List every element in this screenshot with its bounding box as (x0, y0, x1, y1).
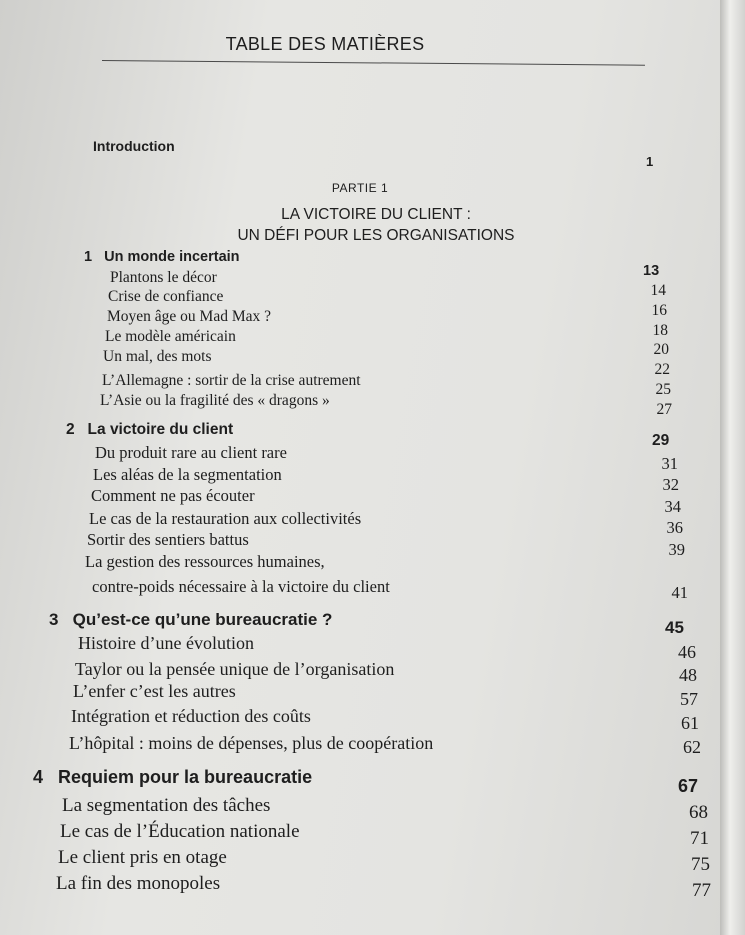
section-page: 25 (655, 381, 671, 398)
section-page: 22 (654, 361, 670, 378)
section-title: Un mal, des mots (103, 348, 212, 365)
chapter-page: 67 (678, 776, 699, 796)
chapter-heading (49, 610, 332, 630)
part-title-line-1: LA VICTOIRE DU CLIENT : (281, 206, 471, 223)
section-title: Le cas de l’Éducation nationale (60, 821, 300, 842)
chapter-heading (33, 767, 312, 788)
section-page: 46 (678, 642, 696, 662)
section-page: 39 (668, 540, 685, 559)
section-title: Moyen âge ou Mad Max ? (107, 308, 271, 325)
section-title: Histoire d’une évolution (78, 633, 254, 653)
section-page: 41 (671, 583, 688, 602)
section-page: 20 (653, 341, 669, 358)
part-title (0, 204, 745, 246)
section-page: 34 (664, 497, 681, 516)
section-page: 36 (666, 518, 683, 537)
section-page: 48 (679, 665, 697, 685)
chapter-number: 3 (49, 610, 59, 629)
section-page: 32 (662, 475, 679, 494)
chapter-title: Un monde incertain (104, 249, 240, 265)
part-label: PARTIE 1 (331, 181, 389, 195)
section-title: La segmentation des tâches (62, 795, 271, 816)
section-page: 31 (661, 454, 678, 473)
chapter-number: 2 (66, 421, 75, 438)
section-page: 75 (691, 854, 710, 875)
intro-title: Introduction (93, 138, 175, 154)
page-edge (720, 0, 745, 935)
section-page: 57 (680, 689, 698, 709)
chapter-number: 1 (84, 249, 93, 265)
section-title: Du produit rare au client rare (95, 443, 287, 462)
section-title: L’Asie ou la fragilité des « dragons » (100, 392, 330, 409)
section-page: 61 (681, 713, 699, 733)
section-title: Sortir des sentiers battus (87, 530, 249, 549)
section-page: 68 (689, 802, 708, 823)
chapter-title: La victoire du client (87, 421, 234, 438)
section-title: Le modèle américain (105, 328, 236, 345)
section-page: 18 (652, 322, 668, 339)
chapter-heading (66, 421, 233, 439)
section-title: Taylor ou la pensée unique de l’organisation (75, 659, 395, 679)
section-title: La fin des monopoles (56, 873, 221, 894)
section-page: 71 (690, 828, 709, 849)
section-page: 27 (656, 401, 672, 418)
chapter-page: 13 (643, 263, 660, 279)
part-title-line-2: UN DÉFI POUR LES ORGANISATIONS (237, 227, 515, 244)
section-page: 62 (683, 737, 701, 757)
chapter-page: 29 (652, 432, 670, 449)
chapter-page: 45 (665, 618, 684, 637)
page-title: TABLE DES MATIÈRES (225, 34, 425, 54)
section-page: 77 (692, 880, 711, 901)
header-rule (102, 60, 645, 66)
section-title: Intégration et réduction des coûts (71, 706, 311, 726)
intro-page: 1 (646, 154, 654, 169)
section-title: Comment ne pas écouter (91, 486, 255, 505)
section-title: Les aléas de la segmentation (93, 465, 282, 484)
section-title: Le client pris en otage (58, 847, 227, 868)
section-title-continued: contre-poids nécessaire à la victoire du client (92, 577, 390, 596)
section-title: L’Allemagne : sortir de la crise autrement (102, 372, 361, 389)
section-title: L’hôpital : moins de dépenses, plus de coopération (69, 733, 434, 753)
section-title: Crise de confiance (108, 288, 224, 305)
section-title: La gestion des ressources humaines, (85, 552, 325, 571)
section-page: 14 (650, 282, 666, 299)
chapter-number: 4 (33, 767, 44, 787)
chapter-title: Qu’est-ce qu’une bureaucratie ? (72, 610, 333, 629)
section-page: 16 (651, 302, 667, 319)
chapter-heading (84, 249, 240, 265)
chapter-title: Requiem pour la bureaucratie (58, 767, 313, 787)
section-title: L’enfer c’est les autres (73, 681, 236, 701)
section-title: Plantons le décor (110, 269, 217, 286)
section-title: Le cas de la restauration aux collectivités (89, 509, 362, 528)
